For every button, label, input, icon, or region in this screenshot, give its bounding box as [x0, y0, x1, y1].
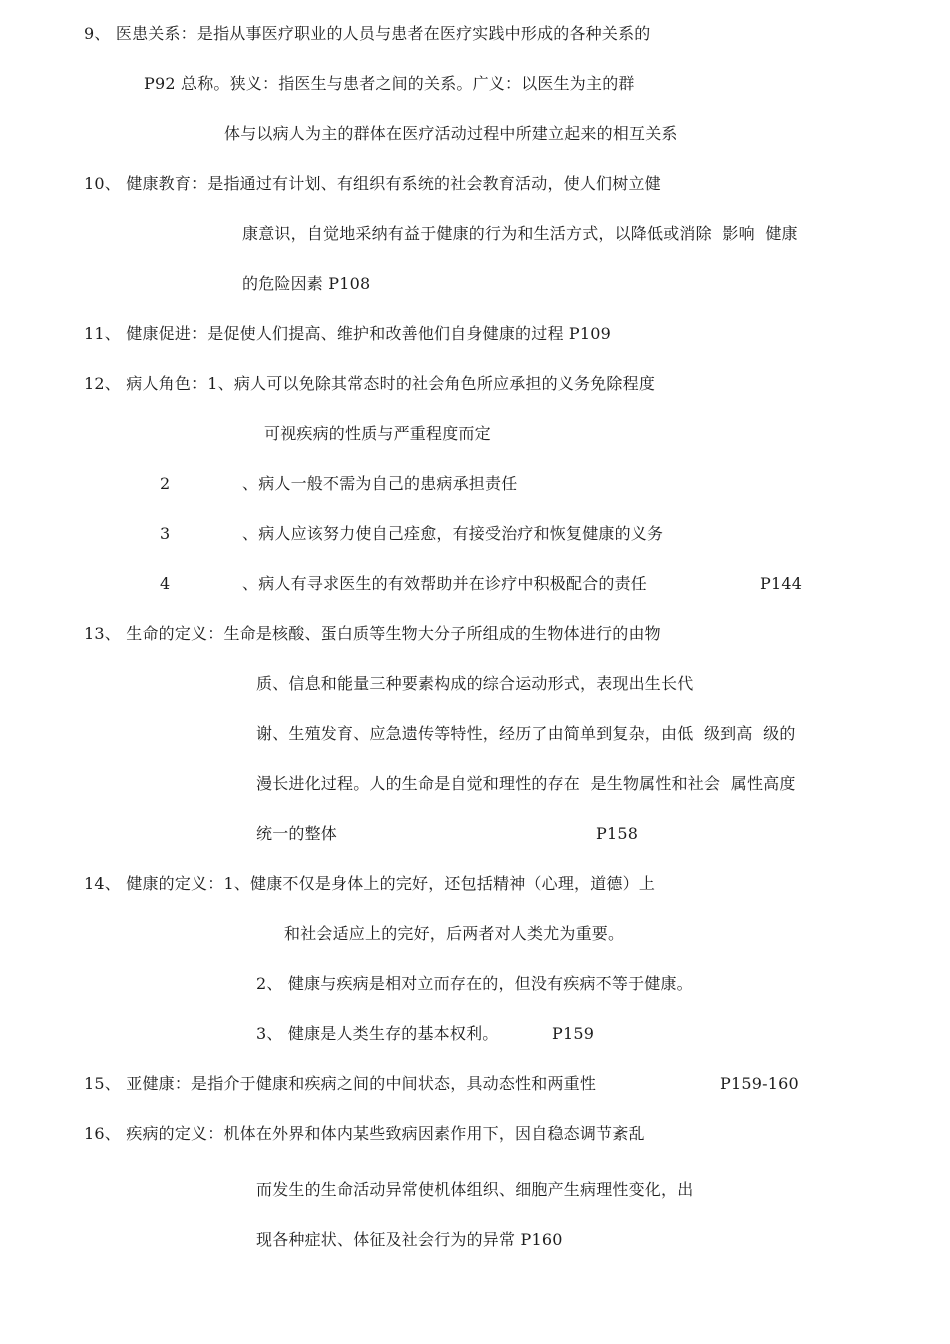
item-12-page-ref: P144 — [760, 574, 803, 593]
item-9-line-3: 体与以病人为主的群体在医疗活动过程中所建立起来的相互关系 — [224, 124, 678, 143]
item-10-line-1: 10、 健康教育：是指通过有计划、有组织有系统的社会教育活动，使人们树立健 — [84, 174, 661, 193]
item-15-page-ref: P159-160 — [720, 1074, 799, 1093]
item-13-line-4: 漫长进化过程。人的生命是自觉和理性的存在 是生物属性和社会 属性高度 — [256, 774, 796, 793]
item-12-subitem-number: 2 — [160, 474, 171, 493]
item-9-line-1: 9、 医患关系：是指从事医疗职业的人员与患者在医疗实践中形成的各种关系的 — [84, 24, 651, 43]
item-9-line-2: P92 总称。狭义：指医生与患者之间的关系。广义：以医生为主的群 — [144, 74, 635, 93]
item-14-line-2: 和社会适应上的完好，后两者对人类尤为重要。 — [284, 924, 625, 943]
item-16-line-2: 而发生的生命活动异常使机体组织、细胞产生病理性变化，出 — [256, 1180, 694, 1199]
item-13-line-2: 质、信息和能量三种要素构成的综合运动形式，表现出生长代 — [256, 674, 694, 693]
item-11-line-1: 11、 健康促进：是促使人们提高、维护和改善他们自身健康的过程 P109 — [84, 324, 612, 343]
item-14-line-4: 3、 健康是人类生存的基本权利。 — [256, 1024, 499, 1043]
item-12-line-2: 可视疾病的性质与严重程度而定 — [264, 424, 491, 443]
item-14-line-1: 14、 健康的定义：1、健康不仅是身体上的完好，还包括精神（心理，道德）上 — [84, 874, 656, 893]
item-13-line-5: 统一的整体 — [256, 824, 338, 843]
item-14-line-3: 2、 健康与疾病是相对立而存在的，但没有疾病不等于健康。 — [256, 974, 693, 993]
item-14-page-ref: P159 — [552, 1024, 595, 1043]
item-12-subitem-text: 、病人有寻求医生的有效帮助并在诊疗中积极配合的责任 — [242, 574, 648, 593]
item-12-line-1: 12、 病人角色：1、病人可以免除其常态时的社会角色所应承担的义务免除程度 — [84, 374, 656, 393]
item-15-line-1: 15、 亚健康：是指介于健康和疾病之间的中间状态，具动态性和两重性 — [84, 1074, 597, 1093]
item-12-subitem-number: 3 — [160, 524, 171, 543]
item-13-page-ref: P158 — [596, 824, 639, 843]
item-13-line-3: 谢、生殖发育、应急遗传等特性，经历了由简单到复杂，由低 级到高 级的 — [256, 724, 796, 743]
item-16-line-3: 现各种症状、体征及社会行为的异常 P160 — [256, 1230, 563, 1249]
item-10-line-2: 康意识，自觉地采纳有益于健康的行为和生活方式，以降低或消除 影响 健康 — [242, 224, 798, 243]
item-12-subitem-text: 、病人应该努力使自己痊愈，有接受治疗和恢复健康的义务 — [242, 524, 664, 543]
item-12-subitem-number: 4 — [160, 574, 171, 593]
item-16-line-1: 16、 疾病的定义：机体在外界和体内某些致病因素作用下，因自稳态调节紊乱 — [84, 1124, 645, 1143]
item-10-line-3: 的危险因素 P108 — [242, 274, 371, 293]
item-12-subitem-text: 、病人一般不需为自己的患病承担责任 — [242, 474, 518, 493]
item-13-line-1: 13、 生命的定义：生命是核酸、蛋白质等生物大分子所组成的生物体进行的由物 — [84, 624, 661, 643]
